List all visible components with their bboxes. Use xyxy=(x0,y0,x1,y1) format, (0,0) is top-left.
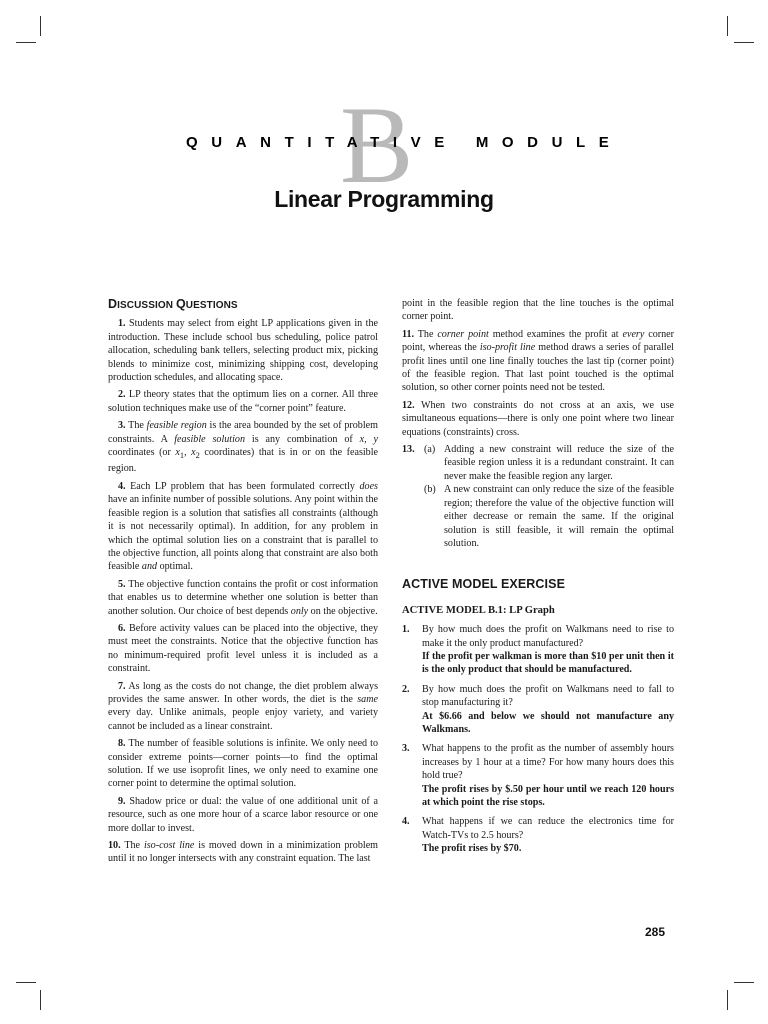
discussion-item: 1. Students may select from eight LP applications given in the introduction. These include school bus scheduling, police patrol allocation, scheduling bank tellers, selecting product mix, picking blends to minimize cost, minimizing shipping cost, developing production schedules, and allocating space. xyxy=(108,318,378,384)
active-model-heading: ACTIVE MODEL EXERCISE xyxy=(402,577,566,592)
discussion-item: 12. When two constraints do not cross at an axis, we use simultaneous equations—there is only one point where two linear equations (constraints) cross. xyxy=(402,399,675,438)
module-label-right: MODULE xyxy=(475,134,623,151)
discussion-item: 9. Shadow price or dual: the value of one additional unit of a resource, such as one more hour of a scarce labor resource or one more dollar to invest. xyxy=(108,795,378,834)
crop-mark xyxy=(734,42,754,43)
module-label xyxy=(186,134,622,151)
crop-mark xyxy=(40,16,41,36)
crop-mark xyxy=(727,16,728,36)
crop-mark xyxy=(727,990,728,1010)
discussion-item: 13. (a) Adding a new constraint will reduce the size of the feasible region unless it is a redundant constraint. It can never make the feasible region any larger. (b) A new constraint can only reduce the size of the feasible region; therefore the value of the objective function will either decrease or remain the same. If the original solution is still feasible, it will remain the optimal solution. xyxy=(402,444,674,549)
module-letter: B xyxy=(340,84,414,206)
left-column xyxy=(108,298,378,870)
discussion-heading: DISCUSSION QUESTIONS xyxy=(108,297,238,311)
active-model-question: 4. What happens if we can reduce the electronics time for Watch-TVs to 2.5 hours? The profit rises by $70. xyxy=(402,816,674,855)
chapter-title: Linear Programming xyxy=(274,186,494,212)
discussion-item: 10. The iso-cost line is moved down in a minimization problem until it no longer intersects with any constraint equation. The last xyxy=(108,840,379,865)
crop-mark xyxy=(16,982,36,983)
sub-item: (a) Adding a new constraint will reduce the size of the feasible region unless it is a redundant constraint. It can never make the feasible region any larger. xyxy=(424,444,674,482)
discussion-item-continued: point in the feasible region that the line touches is the optimal corner point. xyxy=(402,298,674,323)
discussion-item: 8. The number of feasible solutions is infinite. We only need to consider extreme points—corner points—to find the optimal solution. If we use isoprofit lines, we only need to examine one corner point to determine the optimal solution. xyxy=(108,738,378,790)
sub-item: (b) A new constraint can only reduce the size of the feasible region; therefore the value of the objective function will either decrease or remain the same. If the original solution is still feasible, it will remain the optimal solution. xyxy=(424,484,674,549)
discussion-item: 6. Before activity values can be placed into the objective, they must meet the constraints. Notice that the objective function has no minimum-required profit level unless it is included as a constraint. xyxy=(108,622,378,675)
discussion-item: 4. Each LP problem that has been formulated correctly does have an infinite number of possible solutions. Any point within the feasible region is a solution that satisfies all constraints (although it is not necessarily optimal). In addition, for any problem in which the optimal solution lies on a constraint that is parallel to the objective function, all points along that constraint are also both feasible and optimal. xyxy=(108,480,378,573)
module-label-left: QUANTITATIVE xyxy=(186,134,458,151)
active-model-question: 3. What happens to the profit as the number of assembly hours increases by 1 hour at a time? For how many hours does this hold true? The profit rises by $.50 per hour until we reach 120 hours at which point the rise stops. xyxy=(402,743,674,808)
discussion-item: 11. The corner point method examines the profit at every corner point, whereas the iso-profit line method draws a series of parallel profit lines until one line finally touches the last tip (corner point) of the feasible region. That last point touched is the optimal solution, so other corner points need not be tested. xyxy=(402,328,674,394)
crop-mark xyxy=(734,982,754,983)
crop-mark xyxy=(16,42,36,43)
active-model-question: 1. By how much does the profit on Walkmans need to rise to make it the only product manufactured? If the profit per walkman is more than $10 per unit then it is the only product that should be manufactured. xyxy=(402,624,674,676)
active-model-subheading: ACTIVE MODEL B.1: LP Graph xyxy=(402,604,555,616)
active-model-question: 2. By how much does the profit on Walkmans need to fall to stop manufacturing it? At $6.66 and below we should not manufacture any Walkmans. xyxy=(402,683,674,735)
right-column xyxy=(402,297,674,862)
crop-mark xyxy=(40,990,41,1010)
page-number: 285 xyxy=(645,925,666,939)
discussion-item: 2. LP theory states that the optimum lies on a corner. All three solution techniques make use of the “corner point” feature. xyxy=(108,389,378,414)
discussion-item: 3. The feasible region is the area bounded by the set of problem constraints. A feasible solution is any combination of x, y coordinates (or $x_1$, $x_2$ coordinates) that is in or on the feasible region. xyxy=(108,420,379,475)
discussion-item: 7. As long as the costs do not change, the diet problem always provides the same answer. In other words, the diet is the same every day. Unlike animals, people enjoy variety, and variety cannot be included as a linear constraint. xyxy=(108,680,378,732)
discussion-item: 5. The objective function contains the profit or cost information that enables us to determine whether one solution is better than another solution. Our choice of best depends only on the objective. xyxy=(108,578,379,617)
